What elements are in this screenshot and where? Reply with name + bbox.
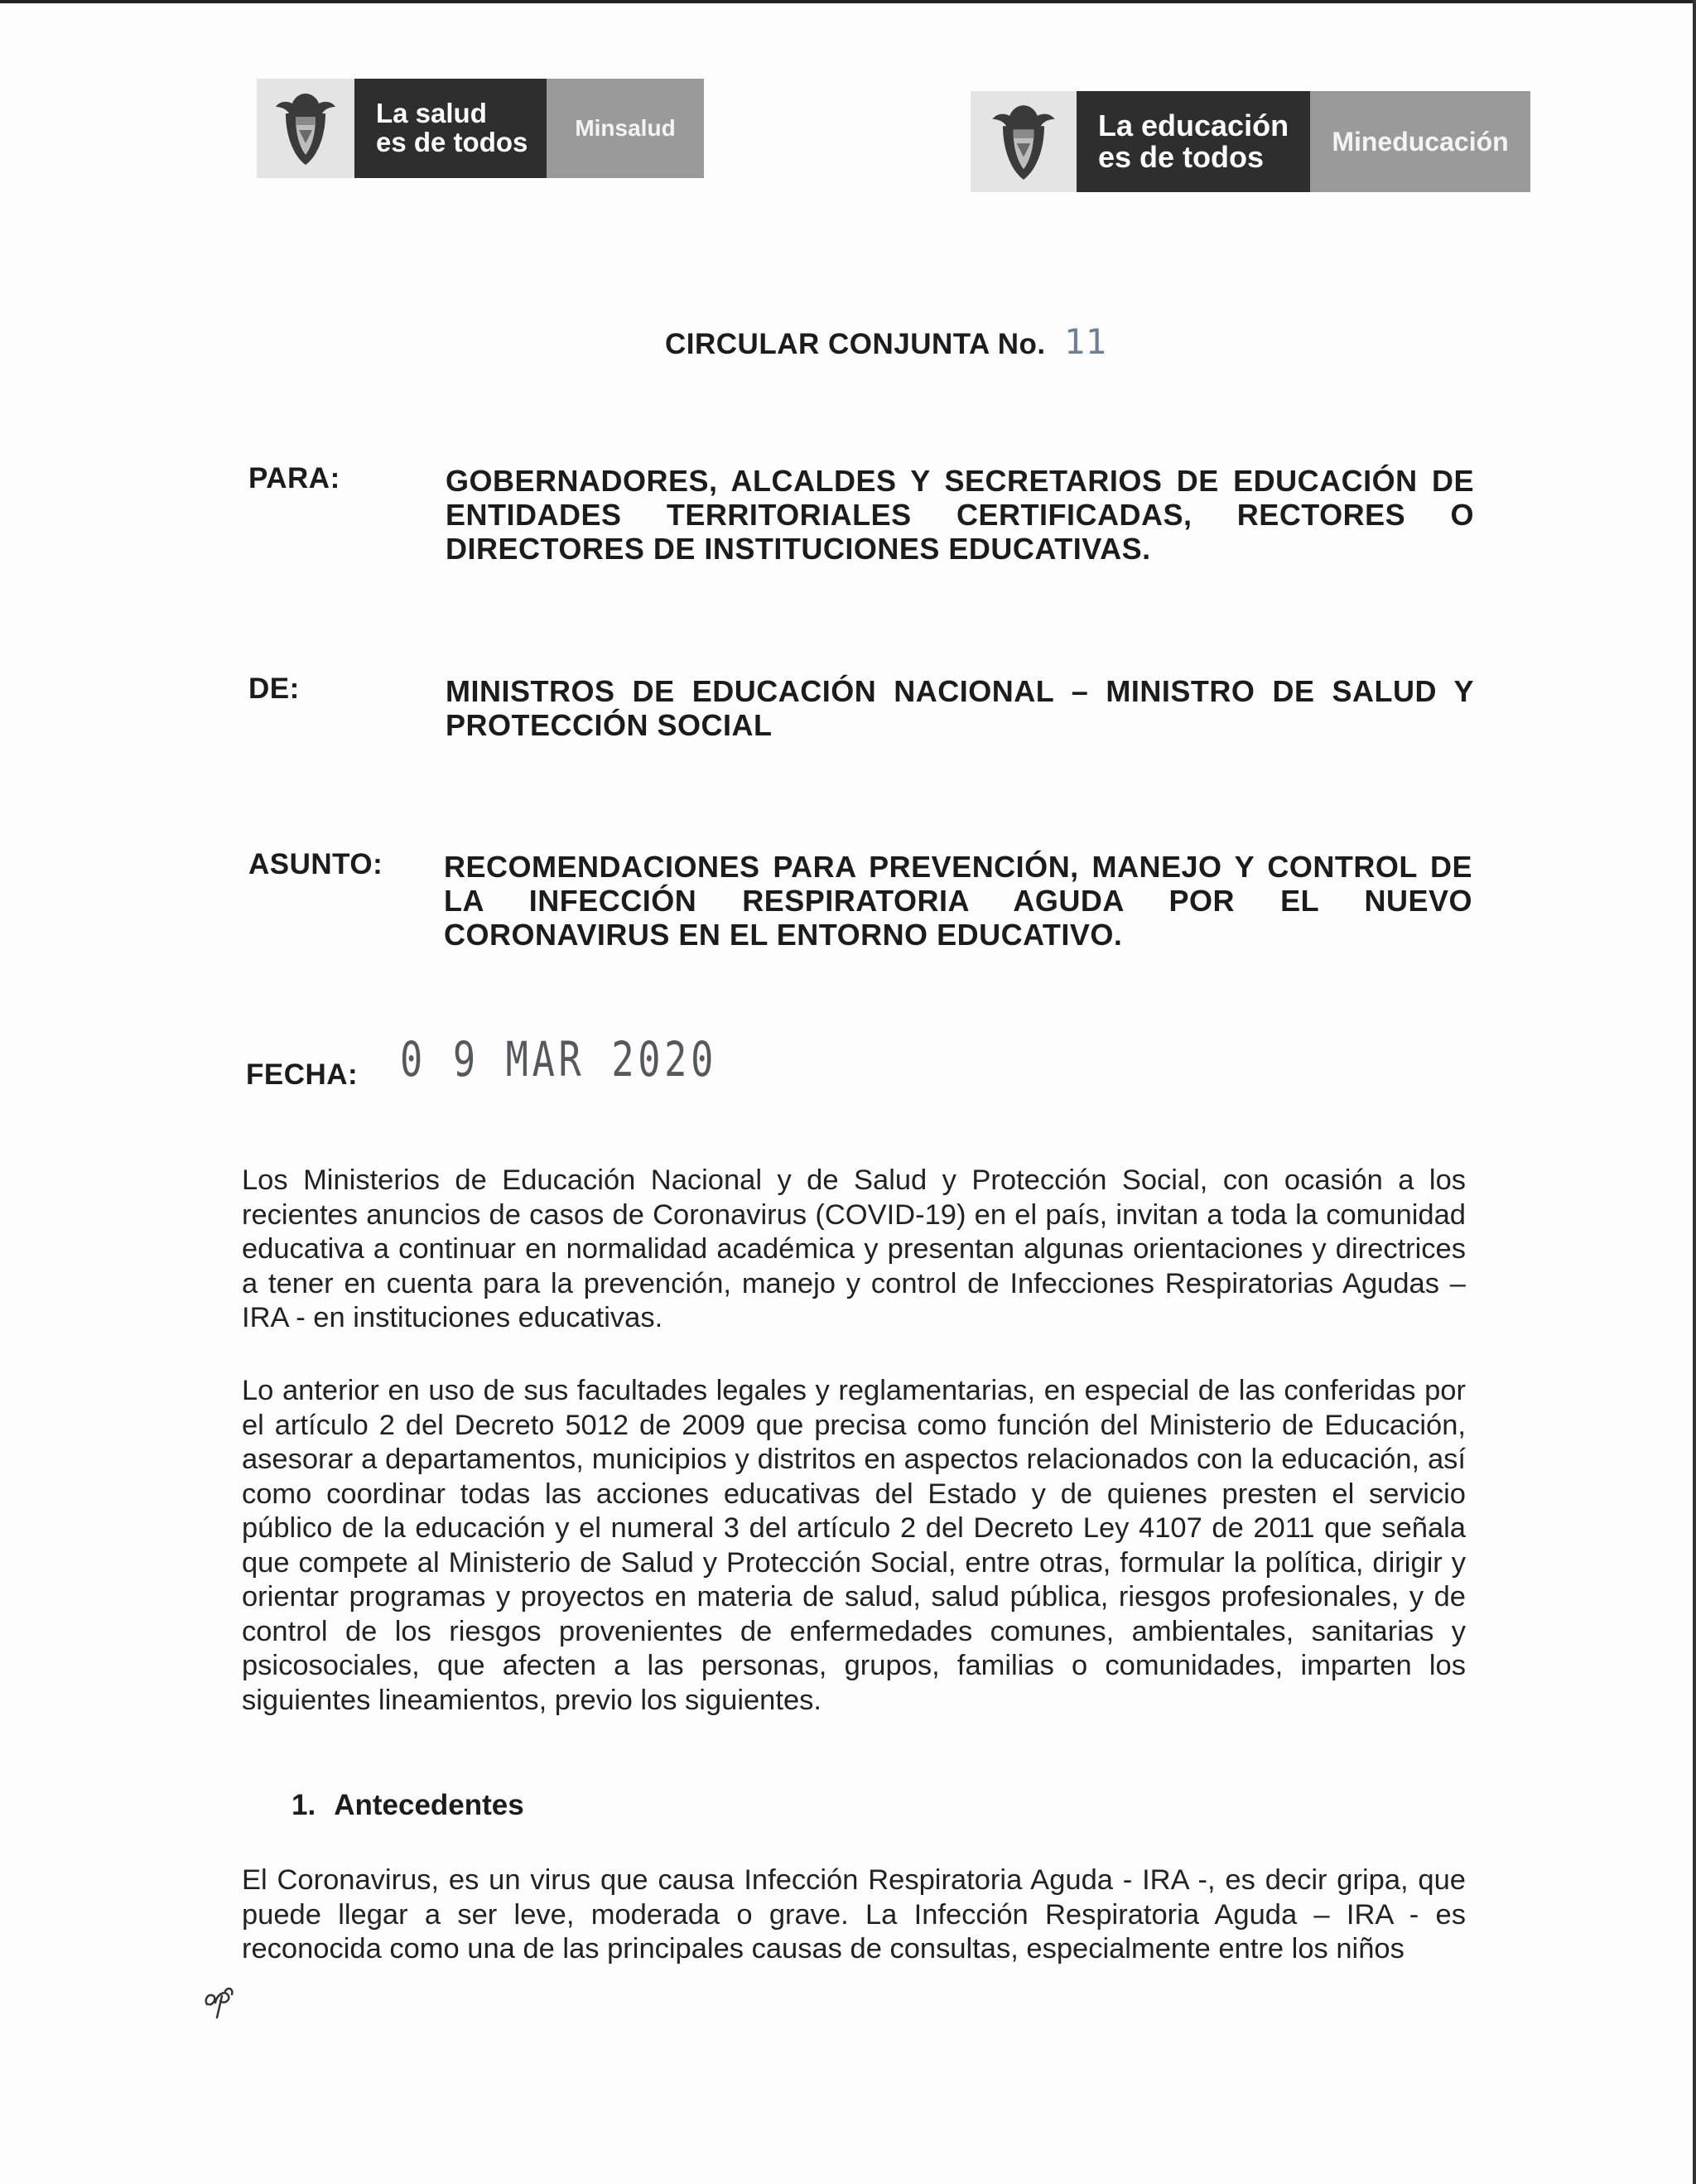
mineducacion-logo: [971, 91, 1530, 192]
mineducacion-slogan-line1: La educación: [1098, 108, 1289, 143]
circular-title: [665, 321, 1106, 362]
antecedentes-paragraph: El Coronavirus, es un virus que causa Infección Respiratoria Aguda - IRA -, es decir gripa, que puede llegar a ser leve, moderada o grave. La Infección Respiratoria Aguda – IRA - es reconocida como una de las principales causas de consultas, especialmente entre los niños: [242, 1864, 1466, 1965]
fecha-label: FECHA:: [246, 1058, 359, 1091]
mineducacion-brand: Mineducación: [1310, 91, 1530, 192]
section-heading-antecedentes: [292, 1789, 524, 1822]
mineducacion-slogan-line2: es de todos: [1098, 140, 1265, 174]
minsalud-brand: Minsalud: [547, 79, 704, 178]
circular-title-text: CIRCULAR CONJUNTA No.: [665, 328, 1046, 360]
de-label: DE:: [248, 673, 300, 705]
minsalud-slogan-line2: es de todos: [376, 127, 528, 157]
page-edge-top: [0, 0, 1696, 3]
asunto-value: RECOMENDACIONES PARA PREVENCIÓN, MANEJO Y CONTROL DE LA INFECCIÓN RESPIRATORIA AGUDA POR EL NUEVO CORONAVIRUS EN EL ENTORNO EDUCATIVO.: [444, 850, 1472, 952]
asunto-label: ASUNTO:: [248, 848, 383, 880]
mineducacion-slogan: [1077, 91, 1310, 192]
page-edge-right: [1693, 0, 1696, 2184]
fecha-date-stamp: 0 9 MAR 2020: [400, 1031, 718, 1087]
crest-icon: [971, 91, 1077, 192]
handwritten-initials: [200, 1979, 238, 2025]
para-label: PARA:: [248, 462, 340, 494]
circular-number-stamp: 11: [1063, 321, 1107, 362]
intro-paragraph: Los Ministerios de Educación Nacional y de Salud y Protección Social, con ocasión a los recientes anuncios de casos de Coronavirus (COVID-19) en el país, invitan a toda la comunidad educativa a continuar en normalidad académica y presentan algunas orientaciones y directrices a tener en cuenta para la prevención, manejo y control de Infecciones Respiratorias Agudas – IRA - en instituciones educativas.: [242, 1164, 1466, 1333]
minsalud-slogan: [354, 79, 547, 178]
de-value: MINISTROS DE EDUCACIÓN NACIONAL – MINISTRO DE SALUD Y PROTECCIÓN SOCIAL: [446, 674, 1474, 742]
section-number: 1.: [292, 1789, 316, 1821]
crest-icon: [257, 79, 354, 178]
legal-basis-paragraph: Lo anterior en uso de sus facultades legales y reglamentarias, en especial de las conferidas por el artículo 2 del Decreto 5012 de 2009 que precisa como función del Ministerio de Educación, asesorar a departamentos, municipios y distritos en aspectos relacionados con la educación, así como coordinar todas las acciones educativas del Estado y de quienes presten el servicio público de la educación y el numeral 3 del artículo 2 del Decreto Ley 4107 de 2011 que señala que compete al Ministerio de Salud y Protección Social, entre otras, formular la política, dirigir y orientar programas y proyectos en materia de salud, salud pública, riesgos profesionales, y de control de los riesgos provenientes de enfermedades comunes, ambientales, sanitarias y psicosociales, que afecten a las personas, grupos, familias o comunidades, imparten los siguientes lineamientos, previo los siguientes.: [242, 1375, 1466, 1716]
para-value: GOBERNADORES, ALCALDES Y SECRETARIOS DE EDUCACIÓN DE ENTIDADES TERRITORIALES CERTIFICADAS, RECTORES O DIRECTORES DE INSTITUCIONES EDUCATIVAS.: [446, 464, 1474, 566]
minsalud-slogan-line1: La salud: [376, 98, 487, 129]
minsalud-logo: [257, 79, 704, 178]
section-title: Antecedentes: [334, 1789, 524, 1821]
